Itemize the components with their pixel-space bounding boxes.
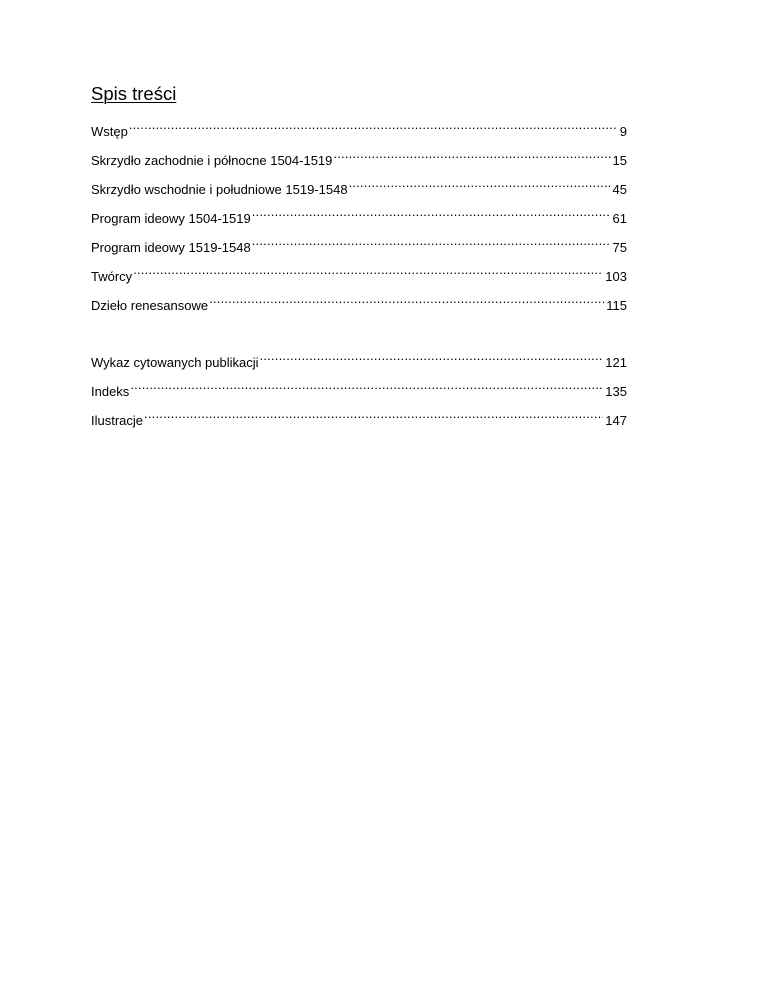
toc-leader-dots [144,403,603,425]
toc-entry-label: Skrzydło zachodnie i północne 1504-1519 [91,153,333,168]
toc-entry-page: 103 [605,269,627,284]
toc-entry-page: 15 [612,153,627,168]
toc-entry [91,230,627,259]
toc-entry [91,259,627,288]
toc-entry [91,374,627,403]
toc-entry-page: 75 [612,240,627,255]
toc-leader-dots [349,172,611,194]
toc-entry-page: 9 [619,124,627,139]
toc-leader-dots [333,143,610,165]
toc-entry-page: 147 [605,413,627,428]
toc-leader-dots [260,345,604,367]
toc-list [91,114,627,432]
toc-entry [91,403,627,432]
toc-entry [91,201,627,230]
toc-leader-dots [130,374,603,396]
toc-entry-label: Wykaz cytowanych publikacji [91,355,259,370]
toc-entry [91,288,627,317]
toc-entry [91,172,627,201]
toc-entry-label: Indeks [91,384,130,399]
toc-entry-label: Wstęp [91,124,128,139]
toc-leader-dots [252,201,611,223]
toc-entry-label: Program ideowy 1504-1519 [91,211,251,226]
toc-entry-label: Skrzydło wschodnie i południowe 1519-1548 [91,182,348,197]
toc-entry [91,114,627,143]
toc-entry-page: 115 [606,298,627,313]
toc-leader-dots [129,114,618,136]
toc-entry-label: Dzieło renesansowe [91,298,209,313]
toc-entry [91,345,627,374]
toc-title: Spis treści [91,83,177,104]
toc-entry [91,143,627,172]
toc-entry-page: 135 [605,384,627,399]
toc-entry-label: Ilustracje [91,413,144,428]
toc-leader-dots [133,259,603,281]
toc-leader-dots [252,230,611,252]
toc-entry-page: 61 [612,211,627,226]
toc-entry-label: Program ideowy 1519-1548 [91,240,251,255]
toc-entry-page: 121 [605,355,627,370]
toc-entry-label: Twórcy [91,269,133,284]
toc-entry-page: 45 [612,182,627,197]
toc-leader-dots [209,288,604,310]
